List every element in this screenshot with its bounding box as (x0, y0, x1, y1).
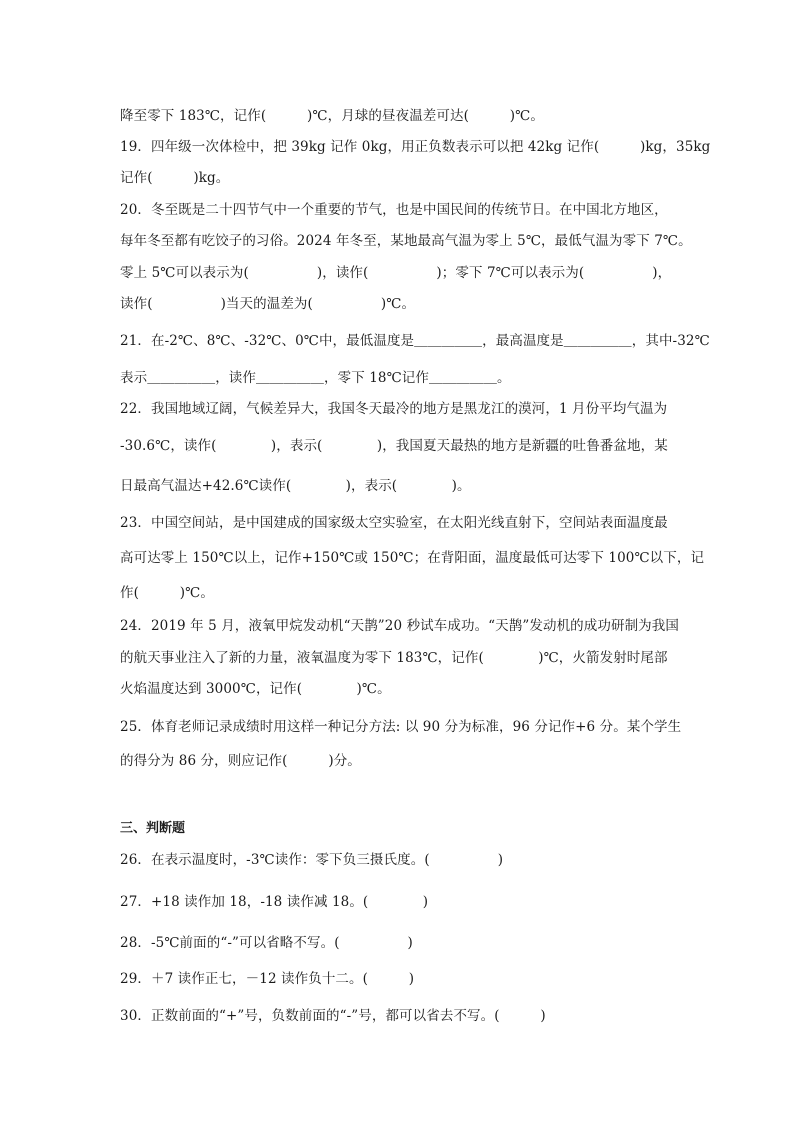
q20-text: 20．冬至既是二十四节气中一个重要的节气，也是中国民间的传统节日。在中国北方地区， (120, 202, 668, 218)
q19-text-cont: 记作( )kg。 (120, 170, 230, 186)
q21-text: 21．在-2℃、8℃、-32℃、0℃中，最低温度是＿＿＿＿＿，最高温度是＿＿＿＿＿，其中-32℃ (120, 333, 710, 349)
q23-text-cont: 作( )℃。 (120, 585, 214, 601)
q23-text-cont: 高可达零上 150℃以上，记作+150℃或 150℃；在背阳面，温度最低可达零下 100℃以下，记 (120, 550, 705, 566)
q22-text: 22．我国地域辽阔，气候差异大，我国冬天最冷的地方是黑龙江的漠河，1 月份平均气温为 (120, 401, 668, 417)
q24-text: 24．2019 年 5 月，液氧甲烷发动机“天鹊”20 秒试车成功。“天鹊”发动机的成功研制为我国 (120, 618, 679, 634)
q20-text-cont: 零上 5℃可以表示为( )，读作( )；零下 7℃可以表示为( )， (120, 265, 672, 281)
judgment-item: 27．+18 读作加 18，-18 读作减 18。( ) (120, 894, 429, 910)
q18-text-end: 降至零下 183℃，记作( )℃，月球的昼夜温差可达( )℃。 (120, 108, 544, 124)
judgment-item: 26．在表示温度时，-3℃读作：零下负三摄氏度。( ) (120, 852, 504, 868)
section-title: 三、判断题 (120, 821, 186, 836)
q23-text: 23．中国空间站，是中国建成的国家级太空实验室，在太阳光线直射下，空间站表面温度最 (120, 515, 668, 531)
q24-text-cont: 的航天事业注入了新的力量，液氧温度为零下 183℃，记作( )℃，火箭发射时尾部 (120, 650, 668, 666)
q20-text-cont: 每年冬至都有吃饺子的习俗。2024 年冬至，某地最高气温为零上 5℃，最低气温为零下 7℃。 (120, 233, 692, 249)
q22-text-cont: 日最高气温达+42.6℃读作( )，表示( )。 (120, 478, 471, 494)
q25-text-cont: 的得分为 86 分，则应记作( )分。 (120, 753, 361, 769)
judgment-item: 28．-5℃前面的“-”可以省略不写。( ) (120, 935, 413, 951)
q22-text-cont: -30.6℃，读作( )，表示( )，我国夏天最热的地方是新疆的吐鲁番盆地，某 (120, 438, 668, 454)
judgment-item: 29．＋7 读作正七，－12 读作负十二。( ) (120, 971, 415, 987)
q24-text-cont: 火焰温度达到 3000℃，记作( )℃。 (120, 681, 391, 697)
q20-text-cont: 读作( )当天的温差为( )℃。 (120, 296, 416, 312)
q19-text: 19．四年级一次体检中，把 39kg 记作 0kg，用正负数表示可以把 42kg 记作( )kg，35kg (120, 139, 711, 155)
judgment-item: 30．正数前面的“+”号，负数前面的“-”号，都可以省去不写。( ) (120, 1008, 546, 1024)
q25-text: 25．体育老师记录成绩时用这样一种记分方法: 以 90 分为标准，96 分记作+6 分。某个学生 (120, 719, 682, 735)
q21-text-cont: 表示＿＿＿＿＿，读作＿＿＿＿＿，零下 18℃记作＿＿＿＿＿。 (120, 370, 511, 386)
